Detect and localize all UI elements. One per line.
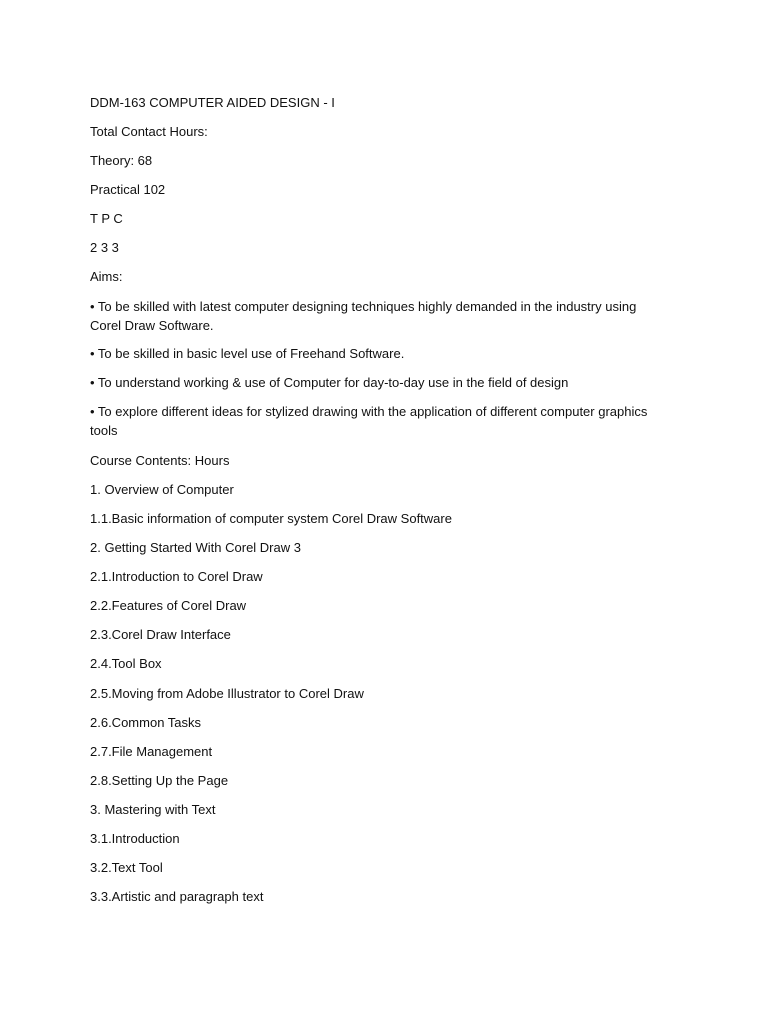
aim-item: • To be skilled with latest computer designing techniques highly demanded in the industry using Corel Draw Software. bbox=[90, 299, 637, 333]
content-item: 1. Overview of Computer bbox=[90, 482, 234, 497]
practical-hours: Practical 102 bbox=[90, 182, 166, 197]
aims-heading: Aims: bbox=[90, 269, 123, 284]
content-item: 2.4.Tool Box bbox=[90, 656, 162, 671]
course-contents-heading: Course Contents: Hours bbox=[90, 453, 230, 468]
content-item: 2.6.Common Tasks bbox=[90, 715, 202, 730]
content-item: 1.1.Basic information of computer system Corel Draw Software bbox=[90, 511, 452, 526]
aim-item: • To be skilled in basic level use of Freehand Software. bbox=[90, 346, 405, 361]
content-item: 2.8.Setting Up the Page bbox=[90, 773, 229, 788]
content-item: 2. Getting Started With Corel Draw 3 bbox=[90, 540, 301, 555]
content-item: 3.1.Introduction bbox=[90, 831, 180, 846]
content-item: 2.7.File Management bbox=[90, 744, 213, 759]
course-title: DDM-163 COMPUTER AIDED DESIGN - I bbox=[90, 95, 335, 110]
content-item: 3.2.Text Tool bbox=[90, 860, 163, 875]
content-item: 2.2.Features of Corel Draw bbox=[90, 598, 247, 613]
theory-hours: Theory: 68 bbox=[90, 153, 153, 168]
content-item: 2.3.Corel Draw Interface bbox=[90, 627, 231, 642]
tpc-values: 2 3 3 bbox=[90, 240, 119, 255]
aim-item: • To explore different ideas for stylized drawing with the application of different computer graphics tools bbox=[90, 404, 648, 438]
content-item: 3. Mastering with Text bbox=[90, 802, 216, 817]
aim-item: • To understand working & use of Computer for day-to-day use in the field of design bbox=[90, 375, 569, 390]
content-item: 2.5.Moving from Adobe Illustrator to Corel Draw bbox=[90, 686, 364, 701]
tpc-header: T P C bbox=[90, 211, 123, 226]
content-item: 3.3.Artistic and paragraph text bbox=[90, 889, 264, 904]
content-item: 2.1.Introduction to Corel Draw bbox=[90, 569, 263, 584]
total-contact-hours: Total Contact Hours: bbox=[90, 124, 208, 139]
